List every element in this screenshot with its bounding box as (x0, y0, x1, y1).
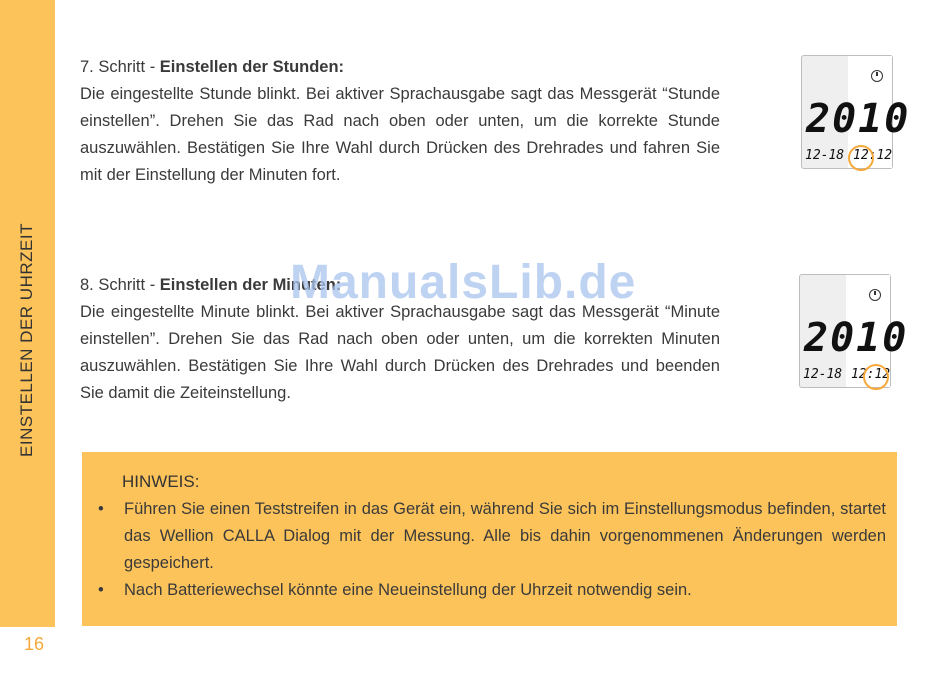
display-time: 12:12 (851, 367, 891, 382)
sidebar (0, 0, 55, 627)
watermark: ManualsLib.de (290, 256, 637, 309)
meter-display-step-8 (799, 274, 909, 388)
section-title: EINSTELLEN DER UHRZEIT (17, 223, 36, 457)
step-8-body: Die eingestellte Minute blinkt. Bei aktiver Sprachausgabe sagt das Messgerät “Minute einstellen”. Drehen Sie das Rad nach oben oder unten, um die korrekten Minuten auszuwählen. Bestätigen Sie Ihre Wahl durch Drücken des Drehrades und beenden Sie damit die Zeiteinstellung. (80, 303, 720, 402)
note-title: HINWEIS: (122, 472, 200, 491)
minutes-highlight-ring (863, 364, 889, 390)
meter-display-step-7 (801, 55, 911, 169)
step-7-body: Die eingestellte Stunde blinkt. Bei aktiver Sprachausgabe sagt das Messgerät “Stunde einstellen”. Drehen Sie das Rad nach oben oder unten, um die korrekte Stunde auszuwählen. Bestätigen Sie Ihre Wahl durch Drücken des Drehrades und fahren Sie mit der Einstellung der Minuten fort. (80, 85, 720, 184)
display-date: 12-18 (805, 148, 845, 163)
step-7-title: Einstellen der Stunden: (159, 58, 345, 76)
hours-highlight-ring (848, 145, 874, 171)
note-item: • Führen Sie einen Teststreifen in das Gerät ein, während Sie sich im Einstellungsmodus befinden, startet das Wellion CALLA Dialog mit der Messung. Alle bis dahin vorgenommenen Änderungen werden gespeichert. (96, 496, 886, 577)
step-8-title: Einstellen der Minuten: (159, 276, 342, 294)
note-box (82, 452, 897, 626)
display-year: 2010 (806, 96, 911, 142)
step-7-heading (80, 54, 720, 81)
clock-icon (869, 289, 881, 301)
note-item: • Nach Batteriewechsel könnte eine Neueinstellung der Uhrzeit notwendig sein. (96, 577, 886, 604)
page-number: 16 (24, 634, 45, 654)
step-7-prefix: 7. Schritt - (80, 58, 160, 76)
clock-icon (871, 70, 883, 82)
step-8-prefix: 8. Schritt - (80, 276, 160, 294)
step-7 (80, 54, 720, 189)
display-year: 2010 (804, 315, 909, 361)
display-time: 12:12 (853, 148, 893, 163)
display-date: 12-18 (803, 367, 843, 382)
note-list (96, 496, 886, 604)
